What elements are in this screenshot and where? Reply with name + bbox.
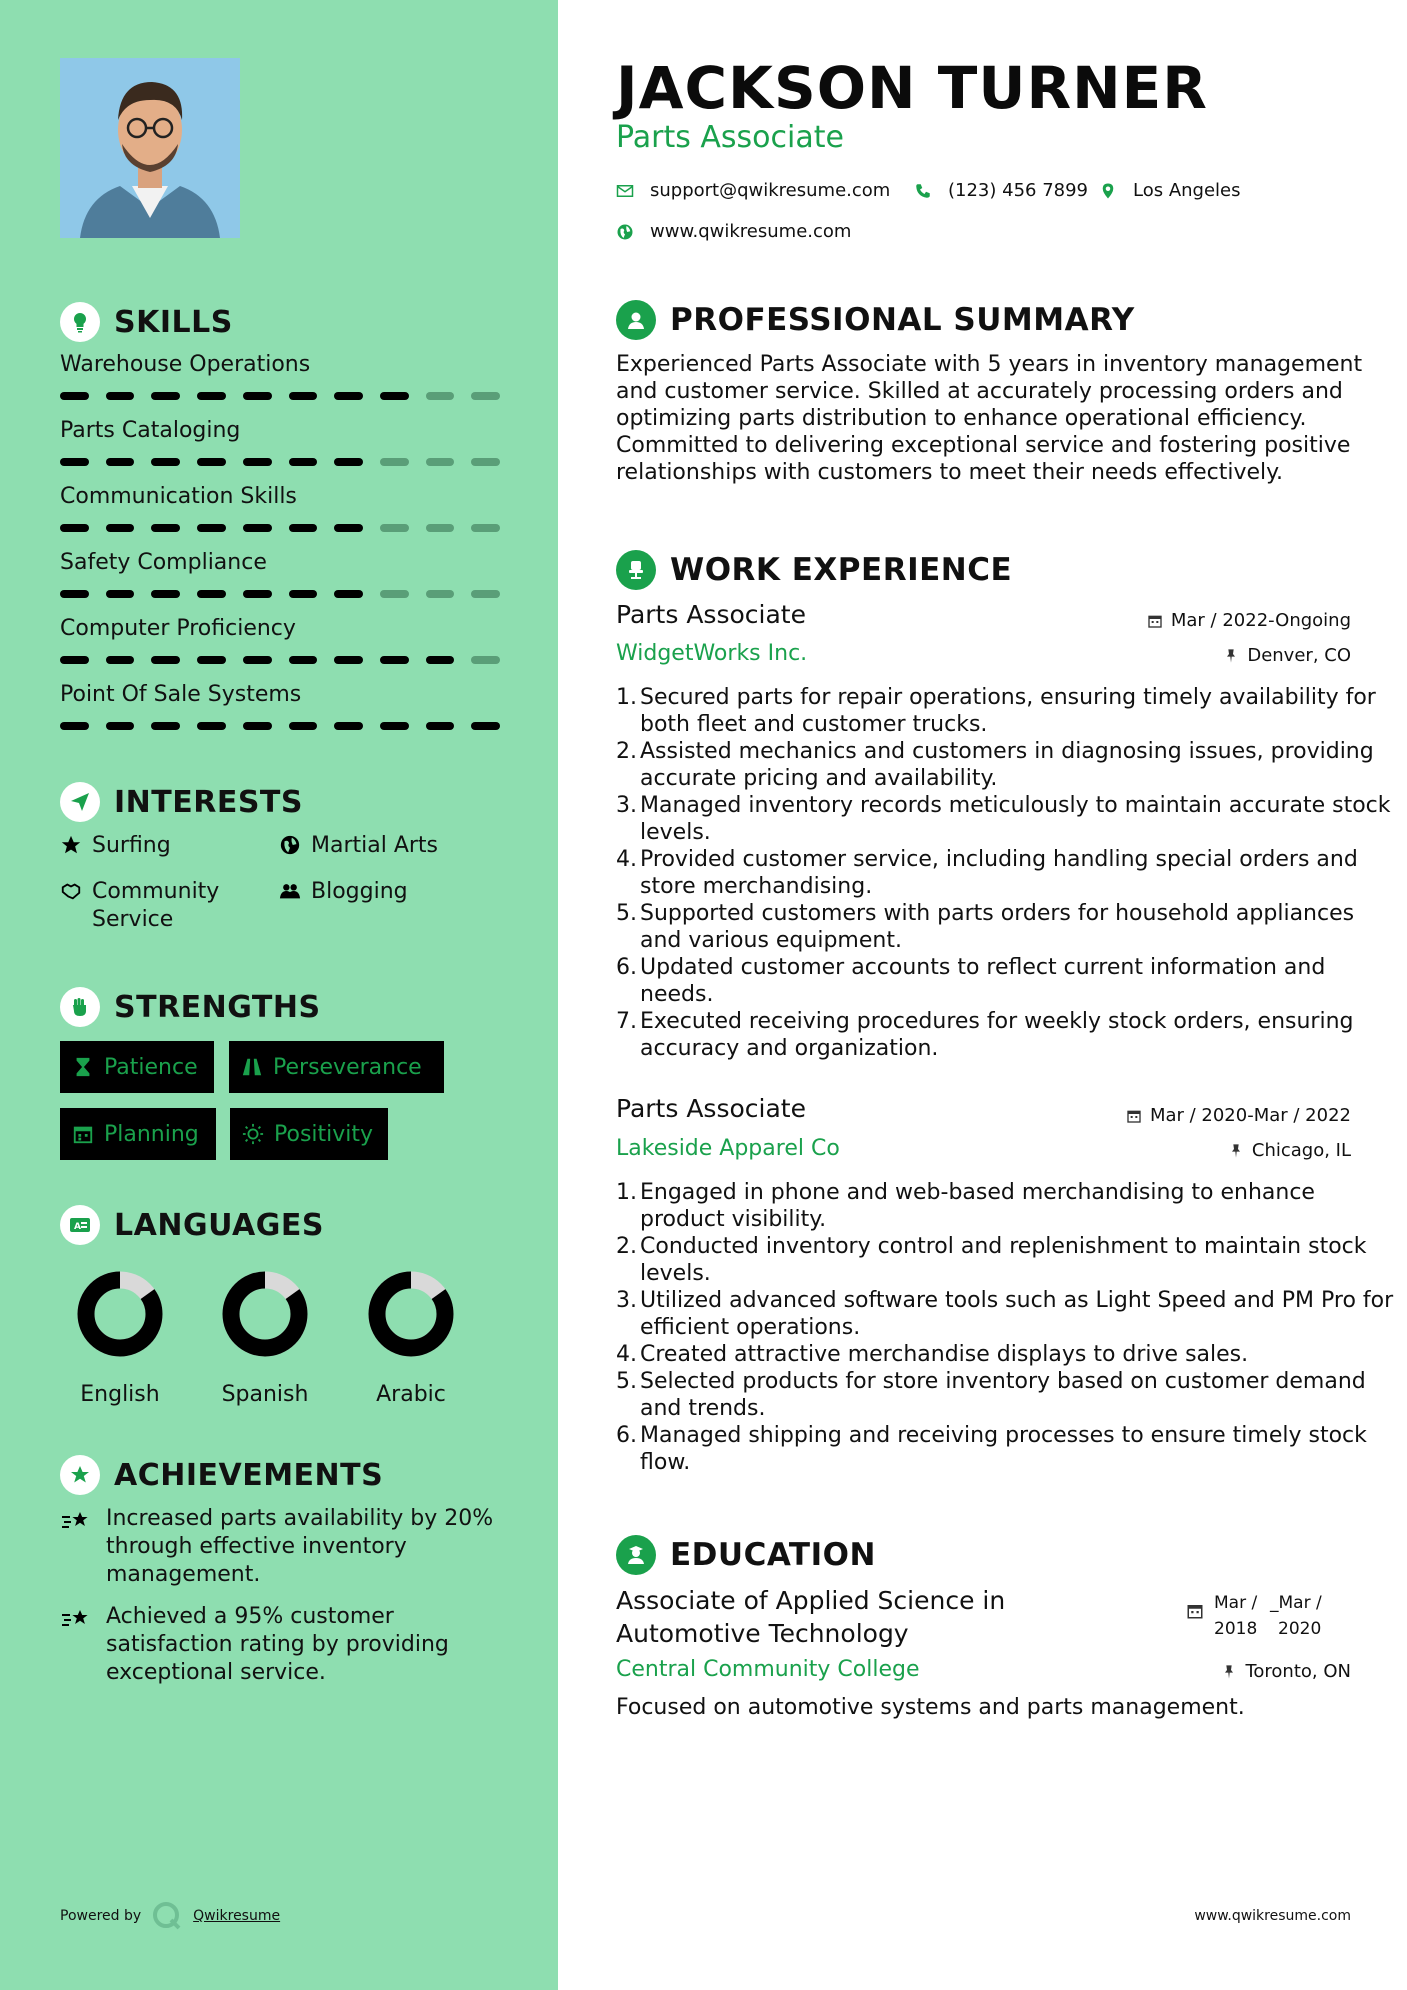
responsibility-item — [616, 738, 1396, 792]
list-number: 4. — [616, 847, 637, 872]
education-title: EDUCATION — [670, 1537, 876, 1573]
strengths-section-header — [60, 987, 321, 1027]
skill-level-bar — [60, 524, 500, 532]
interest-label: Martial Arts — [311, 833, 439, 858]
responsibility-item — [616, 900, 1396, 954]
skill-level-bar — [60, 458, 500, 466]
job-responsibilities — [616, 684, 1396, 1062]
skill-item — [60, 350, 500, 400]
star-icon — [58, 832, 84, 860]
skill-level-segment — [106, 590, 135, 598]
strength-badge — [229, 1041, 444, 1093]
job-title: Parts Associate — [616, 1094, 806, 1123]
contact-email — [616, 180, 890, 201]
shooting-star-icon — [60, 1505, 94, 1589]
summary-title: PROFESSIONAL SUMMARY — [670, 302, 1135, 338]
degree-line-2: Automotive Technology — [616, 1619, 909, 1648]
skill-level-segment — [106, 458, 135, 466]
globe-icon — [616, 223, 634, 241]
skill-level-segment — [289, 524, 318, 532]
education-start-month: Mar / — [1214, 1593, 1258, 1613]
responsibility-item — [616, 1233, 1396, 1287]
language-label: Arabic — [376, 1382, 446, 1407]
experience-section-header — [616, 550, 1012, 590]
office-chair-icon — [616, 550, 656, 590]
interest-label: Community Service — [92, 879, 220, 932]
degree-title — [616, 1584, 1005, 1650]
skill-level-segment — [151, 392, 180, 400]
responsibility-text: Executed receiving procedures for weekly stock orders, ensuring accuracy and organization. — [640, 1009, 1354, 1061]
skill-level-segment — [151, 458, 180, 466]
responsibility-item — [616, 792, 1396, 846]
achievement-item — [60, 1603, 500, 1687]
road-icon — [241, 1056, 263, 1078]
skill-level-segment — [106, 722, 135, 730]
skill-level-segment — [60, 656, 89, 664]
list-number: 3. — [616, 1288, 637, 1313]
hourglass-icon — [72, 1056, 94, 1078]
responsibility-text: Updated customer accounts to reflect current information and needs. — [640, 955, 1326, 1007]
education-end-year: 2020 — [1278, 1619, 1322, 1639]
list-number: 2. — [616, 1234, 637, 1259]
responsibility-item — [616, 684, 1396, 738]
strength-label: Positivity — [274, 1121, 374, 1147]
responsibility-item — [616, 1368, 1396, 1422]
contact-website — [616, 221, 851, 242]
skill-level-segment — [380, 656, 409, 664]
skill-level-bar — [60, 656, 500, 664]
school-name: Central Community College — [616, 1657, 920, 1682]
list-number: 1. — [616, 685, 637, 710]
skill-level-segment — [426, 524, 455, 532]
skills-section-header — [60, 302, 233, 342]
list-number: 6. — [616, 1423, 637, 1448]
responsibility-item — [616, 954, 1396, 1008]
skill-label: Warehouse Operations — [60, 352, 311, 377]
user-icon — [616, 300, 656, 340]
powered-by — [60, 1900, 280, 1932]
email-text[interactable]: support@qwikresume.com — [650, 180, 891, 201]
language-donut — [74, 1268, 166, 1360]
interest-item — [58, 832, 171, 860]
skill-level-segment — [106, 656, 135, 664]
summary-section-header — [616, 300, 1135, 340]
skill-level-segment — [60, 722, 89, 730]
responsibility-item — [616, 846, 1396, 900]
list-number: 3. — [616, 793, 637, 818]
skill-level-segment — [289, 656, 318, 664]
fist-icon — [60, 987, 100, 1027]
sun-icon — [242, 1123, 264, 1145]
globe-icon — [277, 832, 303, 860]
skill-level-segment — [334, 590, 363, 598]
skill-level-segment — [60, 524, 89, 532]
responsibility-text: Utilized advanced software tools such as Light Speed and PM Pro for efficient operations. — [640, 1288, 1394, 1340]
powered-by-label: Powered by — [60, 1908, 142, 1924]
skill-item — [60, 680, 500, 730]
education-location — [1221, 1661, 1351, 1682]
list-number: 2. — [616, 739, 637, 764]
language-item — [341, 1268, 481, 1407]
skill-level-segment — [380, 590, 409, 598]
responsibility-text: Secured parts for repair operations, ensuring timely availability for both fleet and customer trucks. — [640, 685, 1376, 737]
skill-level-segment — [243, 392, 272, 400]
language-item — [50, 1268, 190, 1407]
job-dates — [1147, 610, 1351, 631]
skill-level-segment — [471, 656, 500, 664]
skill-level-segment — [334, 656, 363, 664]
handshake-icon — [58, 878, 84, 934]
languages-title: LANGUAGES — [114, 1207, 324, 1243]
job-dates-text: Mar / 2020-Mar / 2022 — [1149, 1105, 1351, 1126]
strength-badge — [60, 1041, 214, 1093]
skill-level-segment — [197, 458, 226, 466]
skills-title: SKILLS — [114, 304, 233, 340]
main-content — [558, 0, 1407, 1990]
responsibility-text: Engaged in phone and web-based merchandising to enhance product visibility. — [640, 1180, 1315, 1232]
job-dates — [1126, 1105, 1351, 1126]
skill-level-segment — [426, 656, 455, 664]
skill-level-segment — [334, 524, 363, 532]
skill-level-segment — [426, 590, 455, 598]
skill-level-segment — [334, 458, 363, 466]
education-section-header — [616, 1535, 876, 1575]
skill-level-segment — [289, 590, 318, 598]
svg-text:A: A — [74, 1222, 81, 1232]
paper-plane-icon — [60, 782, 100, 822]
job-company: WidgetWorks Inc. — [616, 641, 808, 666]
list-number: 5. — [616, 901, 637, 926]
responsibility-text: Selected products for store inventory based on customer demand and trends. — [640, 1369, 1366, 1421]
skill-level-segment — [197, 722, 226, 730]
contact-location — [1099, 180, 1241, 201]
responsibility-text: Managed inventory records meticulously to maintain accurate stock levels. — [640, 793, 1391, 845]
education-start-year: 2018 — [1214, 1619, 1258, 1639]
interest-label: Surfing — [92, 833, 171, 858]
interest-item — [58, 878, 258, 934]
footer-url[interactable]: www.qwikresume.com — [1194, 1908, 1351, 1924]
education-end-month: _Mar / — [1270, 1593, 1322, 1613]
responsibility-item — [616, 1422, 1396, 1476]
responsibility-item — [616, 1287, 1396, 1341]
strength-badge — [60, 1108, 216, 1160]
skill-level-segment — [471, 524, 500, 532]
skill-level-segment — [289, 392, 318, 400]
skill-label: Safety Compliance — [60, 550, 267, 575]
envelope-icon — [616, 182, 634, 200]
strength-label: Perseverance — [273, 1054, 422, 1080]
skill-level-segment — [380, 722, 409, 730]
profile-photo — [60, 58, 240, 238]
calendar-icon — [1147, 613, 1163, 629]
website-text[interactable]: www.qwikresume.com — [650, 221, 852, 242]
calendar-icon — [1186, 1602, 1204, 1620]
sidebar — [0, 0, 558, 1990]
shooting-star-icon — [60, 1603, 94, 1687]
skill-level-segment — [426, 392, 455, 400]
skill-level-segment — [243, 722, 272, 730]
pin-icon — [1223, 648, 1239, 664]
skill-level-segment — [151, 524, 180, 532]
list-number: 7. — [616, 1009, 637, 1034]
skill-item — [60, 416, 500, 466]
calendar-icon — [72, 1123, 94, 1145]
skill-level-segment — [197, 392, 226, 400]
skill-level-segment — [426, 722, 455, 730]
skill-level-segment — [60, 392, 89, 400]
skill-level-segment — [289, 458, 318, 466]
skill-level-segment — [60, 458, 89, 466]
skill-level-segment — [380, 458, 409, 466]
interest-item — [277, 878, 408, 906]
pin-icon — [1228, 1143, 1244, 1159]
candidate-name: JACKSON TURNER — [616, 54, 1208, 122]
skill-level-segment — [197, 590, 226, 598]
skill-level-segment — [197, 656, 226, 664]
pin-icon — [1221, 1664, 1237, 1680]
interests-title: INTERESTS — [114, 784, 303, 820]
achievements-title: ACHIEVEMENTS — [114, 1457, 384, 1493]
location-text: Los Angeles — [1133, 180, 1241, 201]
strengths-title: STRENGTHS — [114, 989, 321, 1025]
interests-section-header — [60, 782, 303, 822]
job-location — [1223, 645, 1351, 666]
list-number: 6. — [616, 955, 637, 980]
skill-level-segment — [243, 590, 272, 598]
interest-label: Blogging — [311, 879, 408, 904]
interest-item — [277, 832, 438, 860]
skill-level-segment — [471, 458, 500, 466]
education-location-text: Toronto, ON — [1245, 1661, 1351, 1682]
skill-label: Communication Skills — [60, 484, 297, 509]
skill-level-segment — [243, 524, 272, 532]
job-location — [1228, 1140, 1351, 1161]
responsibility-text: Conducted inventory control and replenishment to maintain stock levels. — [640, 1234, 1367, 1286]
job-title: Parts Associate — [616, 600, 806, 629]
job-location-text: Denver, CO — [1247, 645, 1351, 666]
language-donut — [365, 1268, 457, 1360]
skill-label: Computer Proficiency — [60, 616, 296, 641]
graduate-icon — [616, 1535, 656, 1575]
language-card-icon — [60, 1205, 100, 1245]
achievements-section-header — [60, 1455, 383, 1495]
language-label: English — [80, 1382, 160, 1407]
experience-title: WORK EXPERIENCE — [670, 552, 1013, 588]
skill-level-segment — [106, 392, 135, 400]
strength-label: Patience — [104, 1054, 198, 1080]
skill-item — [60, 614, 500, 664]
skill-level-segment — [151, 590, 180, 598]
skill-level-bar — [60, 590, 500, 598]
degree-line-1: Associate of Applied Science in — [616, 1586, 1006, 1615]
skill-item — [60, 482, 500, 532]
achievement-item — [60, 1505, 500, 1589]
responsibility-item — [616, 1179, 1396, 1233]
list-number: 4. — [616, 1342, 637, 1367]
job-company: Lakeside Apparel Co — [616, 1136, 840, 1161]
strength-badge — [230, 1108, 388, 1160]
language-donut — [219, 1268, 311, 1360]
responsibility-text: Assisted mechanics and customers in diagnosing issues, providing accurate pricing and availability. — [640, 739, 1374, 791]
skill-level-segment — [106, 524, 135, 532]
strength-label: Planning — [104, 1121, 199, 1147]
language-item — [195, 1268, 335, 1407]
qwikresume-link[interactable]: Qwikresume — [193, 1908, 281, 1924]
skill-level-segment — [334, 722, 363, 730]
skill-level-segment — [471, 722, 500, 730]
skill-level-segment — [334, 392, 363, 400]
users-icon — [277, 878, 303, 906]
skill-level-segment — [380, 392, 409, 400]
skill-label: Point Of Sale Systems — [60, 682, 302, 707]
skill-level-segment — [243, 656, 272, 664]
skill-level-segment — [151, 722, 180, 730]
responsibility-text: Created attractive merchandise displays to drive sales. — [640, 1342, 1249, 1367]
skill-level-bar — [60, 392, 500, 400]
responsibility-text: Managed shipping and receiving processes to ensure timely stock flow. — [640, 1423, 1367, 1475]
lightbulb-icon — [60, 302, 100, 342]
summary-text: Experienced Parts Associate with 5 years in inventory management and customer service. Skilled at accurately processing orders and optimizing parts distribution to enhance operational efficiency. Committed to delivering exceptional service and fostering positive relationships with customers to meet their needs effectively. — [616, 352, 1363, 485]
qwikresume-logo-icon — [151, 1900, 183, 1932]
contact-phone — [914, 180, 1088, 201]
map-pin-icon — [1099, 182, 1117, 200]
skill-level-segment — [60, 590, 89, 598]
achievement-text: Achieved a 95% customer satisfaction rating by providing exceptional service. — [106, 1604, 449, 1685]
candidate-role: Parts Associate — [616, 120, 844, 155]
responsibility-text: Provided customer service, including handling special orders and store merchandising. — [640, 847, 1358, 899]
skill-level-segment — [151, 656, 180, 664]
skill-level-segment — [426, 458, 455, 466]
skill-level-segment — [380, 524, 409, 532]
skill-item — [60, 548, 500, 598]
calendar-icon — [1126, 1108, 1142, 1124]
job-dates-text: Mar / 2022-Ongoing — [1170, 610, 1351, 631]
list-number: 5. — [616, 1369, 637, 1394]
responsibility-text: Supported customers with parts orders for household appliances and various equipment. — [640, 901, 1355, 953]
responsibility-item — [616, 1341, 1396, 1368]
phone-text: (123) 456 7899 — [948, 180, 1089, 201]
job-location-text: Chicago, IL — [1251, 1140, 1351, 1161]
skill-level-bar — [60, 722, 500, 730]
languages-section-header — [60, 1205, 324, 1245]
education-description: Focused on automotive systems and parts management. — [616, 1695, 1245, 1720]
list-number: 1. — [616, 1180, 637, 1205]
achievement-text: Increased parts availability by 20% through effective inventory management. — [106, 1506, 494, 1587]
skill-level-segment — [471, 590, 500, 598]
skill-label: Parts Cataloging — [60, 418, 241, 443]
phone-icon — [914, 182, 932, 200]
star-badge-icon — [60, 1455, 100, 1495]
skill-level-segment — [243, 458, 272, 466]
skill-level-segment — [471, 392, 500, 400]
skill-level-segment — [197, 524, 226, 532]
job-responsibilities — [616, 1179, 1396, 1476]
skill-level-segment — [289, 722, 318, 730]
language-label: Spanish — [221, 1382, 309, 1407]
responsibility-item — [616, 1008, 1396, 1062]
